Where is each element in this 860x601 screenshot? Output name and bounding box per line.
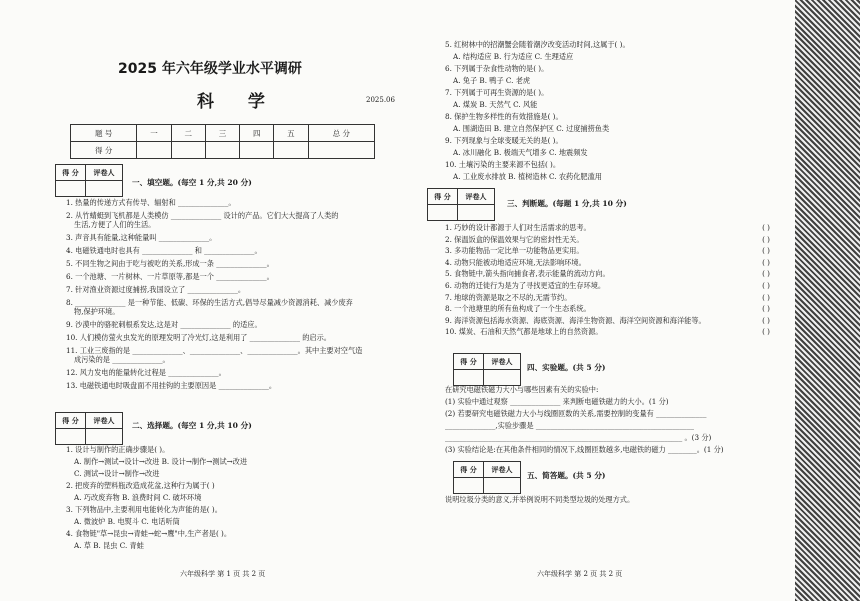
experiment-block bbox=[445, 385, 724, 454]
question-line: 8. 保护生物多样性的有效措施是( )。 bbox=[445, 112, 563, 121]
question-line: 5. 不同生物之间由于吃与被吃的关系,形成一条 ______________。 bbox=[66, 259, 274, 268]
answer-bracket[interactable]: ( ) bbox=[762, 315, 770, 325]
judge-row bbox=[445, 304, 770, 313]
judge-statement: 7. 地球的资源是取之不尽的,无需节约。 bbox=[445, 292, 572, 302]
answer-bracket[interactable]: ( ) bbox=[762, 304, 770, 314]
judge-row bbox=[445, 293, 770, 302]
choice-list bbox=[66, 445, 247, 550]
option-line: A. 兔子 B. 鸭子 C. 老虎 bbox=[453, 76, 531, 85]
choice-list-continued bbox=[445, 40, 630, 181]
judge-statement: 5. 食物链中,箭头指向捕食者,表示能量的流动方向。 bbox=[445, 269, 610, 279]
judge-statement: 10. 煤炭、石油和天然气都是地球上的自然资源。 bbox=[445, 327, 603, 337]
grader-label: 得 分 bbox=[454, 462, 484, 478]
grader-label: 评卷人 bbox=[85, 165, 122, 181]
subject-title: 科 学 bbox=[197, 92, 279, 112]
question-line: 10. 人们模仿萤火虫发光的原理发明了冷光灯,这是利用了 ______________ 的启示。 bbox=[66, 333, 331, 342]
grader-cell[interactable] bbox=[428, 205, 458, 221]
grader-label: 得 分 bbox=[56, 413, 86, 429]
answer-bracket[interactable]: ( ) bbox=[762, 223, 770, 232]
experiment-line: (2) 若要研究电磁铁磁力大小与线圈匝数的关系,需要控制的变量有 ______________ bbox=[445, 409, 707, 418]
essay-question: 说明垃圾分类的意义,并举例说明不同类型垃圾的处理方式。 bbox=[445, 495, 635, 504]
judge-row bbox=[445, 223, 770, 232]
judge-row bbox=[445, 316, 770, 325]
option-line: A. 结构适应 B. 行为适应 C. 生理适应 bbox=[453, 52, 574, 61]
score-table bbox=[70, 124, 375, 159]
exam-title: 2025 年六年级学业水平调研 bbox=[118, 61, 302, 77]
grader-cell[interactable] bbox=[483, 478, 520, 494]
question-line: 10. 土壤污染的主要来源不包括( )。 bbox=[445, 160, 561, 169]
question-line: 6. 一个池塘、一片树林、一片草原等,都是一个 ______________。 bbox=[66, 272, 274, 281]
judge-statement: 1. 巧妙的设计都源于人们对生活需求的思考。 bbox=[445, 223, 591, 232]
question-line: 7. 针对渔业资源过度捕捞,我国设立了 ______________。 bbox=[66, 285, 246, 294]
option-line: A. 制作→测试→设计→改进 B. 设计→制作→测试→改进 bbox=[74, 457, 248, 466]
score-header-cell: 题 号 bbox=[71, 125, 137, 142]
question-line: 8. ______________ 是一种节能、低碳、环保的生活方式,倡导尽量减少资源消耗、减少废弃 bbox=[66, 298, 353, 307]
question-line: 2. 从竹蜻蜓到飞机都是人类模仿 ______________ 设计的产品。它们大大提高了人类的 bbox=[66, 211, 339, 220]
experiment-line: __________________________________________________________________ 。(3 分) bbox=[445, 433, 712, 442]
grader-box-1 bbox=[55, 164, 123, 197]
question-line: 7. 下列属于可再生资源的是( )。 bbox=[445, 88, 549, 97]
grader-label: 评卷人 bbox=[483, 354, 520, 370]
judge-row bbox=[445, 235, 770, 244]
option-line: A. 微波炉 B. 电熨斗 C. 电话听筒 bbox=[74, 517, 180, 526]
score-cell[interactable] bbox=[205, 142, 239, 159]
question-line: 5. 红树林中的招潮蟹会随着潮汐改变活动时间,这属于( )。 bbox=[445, 40, 630, 49]
score-header-cell: 四 bbox=[240, 125, 274, 142]
fill-blank-list bbox=[66, 198, 362, 390]
score-row-label: 得 分 bbox=[71, 142, 137, 159]
grader-label: 评卷人 bbox=[85, 413, 122, 429]
question-line: 1. 设计与制作的正确步骤是( )。 bbox=[66, 445, 170, 454]
option-line: A. 围湖造田 B. 建立自然保护区 C. 过度捕捞鱼类 bbox=[453, 124, 610, 133]
experiment-line: (3) 实验结论是:在其他条件相同的情况下,线圈匝数越多,电磁铁的磁力 ________。(1 分) bbox=[445, 445, 724, 454]
judge-list bbox=[445, 223, 770, 336]
option-line: A. 巧改废弃物 B. 浪费时间 C. 破坏环境 bbox=[74, 493, 202, 502]
section-3-title: 三、判断题。(每题 1 分,共 10 分) bbox=[507, 199, 627, 208]
grader-box-2 bbox=[55, 412, 123, 445]
question-line: 成污染的是 ______________。 bbox=[74, 355, 170, 364]
score-cell[interactable] bbox=[308, 142, 374, 159]
option-line: A. 冰川融化 B. 极端天气增多 C. 地震频发 bbox=[453, 148, 588, 157]
score-header-cell: 五 bbox=[274, 125, 308, 142]
answer-bracket[interactable]: ( ) bbox=[762, 234, 770, 244]
answer-bracket[interactable]: ( ) bbox=[762, 280, 770, 290]
question-line: 13. 电磁铁通电时吸盘面不用挂钩的主要原因是 ______________。 bbox=[66, 381, 277, 390]
judge-row bbox=[445, 269, 770, 278]
grader-label: 得 分 bbox=[454, 354, 484, 370]
option-line: C. 测试→设计→制作→改进 bbox=[74, 469, 160, 478]
question-line: 9. 沙漠中的骆驼刺根系发达,这是对 ______________ 的适应。 bbox=[66, 320, 262, 329]
question-line: 12. 风力发电的能量转化过程是 ______________。 bbox=[66, 368, 226, 377]
answer-bracket[interactable]: ( ) bbox=[762, 327, 770, 337]
judge-row bbox=[445, 258, 770, 267]
judge-row bbox=[445, 246, 770, 255]
score-header-cell: 二 bbox=[171, 125, 205, 142]
score-header-cell: 三 bbox=[205, 125, 239, 142]
judge-row bbox=[445, 281, 770, 290]
experiment-line: (1) 实验中通过观察 ______________ 来判断电磁铁磁力的大小。(1 分) bbox=[445, 397, 669, 406]
question-line: 3. 声音具有能量,这种能量叫 ______________。 bbox=[66, 233, 217, 242]
answer-bracket[interactable]: ( ) bbox=[762, 246, 770, 256]
grader-label: 评卷人 bbox=[483, 462, 520, 478]
grader-box-5 bbox=[453, 461, 521, 494]
grader-cell[interactable] bbox=[56, 429, 86, 445]
experiment-intro: 在研究电磁铁磁力大小与哪些因素有关的实验中: bbox=[445, 385, 599, 394]
question-line: 6. 下列属于杂食性动物的是( )。 bbox=[445, 64, 549, 73]
exam-page-2 bbox=[425, 0, 795, 601]
grader-cell[interactable] bbox=[454, 370, 484, 386]
judge-statement: 2. 保温饭盒的保温效果与它的密封性无关。 bbox=[445, 234, 584, 244]
question-line: 4. 电磁铁通电时也具有 ______________ 和 ______________。 bbox=[66, 246, 262, 255]
grader-cell[interactable] bbox=[85, 429, 122, 445]
judge-row bbox=[445, 327, 770, 336]
question-line: 生活,方便了人们的生活。 bbox=[74, 220, 156, 229]
score-cell[interactable] bbox=[274, 142, 308, 159]
option-line: A. 煤炭 B. 天然气 C. 风能 bbox=[453, 100, 538, 109]
section-4-title: 四、实验题。(共 5 分) bbox=[527, 363, 606, 372]
answer-bracket[interactable]: ( ) bbox=[762, 292, 770, 302]
score-cell[interactable] bbox=[171, 142, 205, 159]
exam-page-1 bbox=[0, 0, 425, 601]
question-line: 物,保护环境。 bbox=[74, 307, 120, 316]
question-line: 3. 下列物品中,主要利用电能转化为声能的是( )。 bbox=[66, 505, 222, 514]
score-cell[interactable] bbox=[240, 142, 274, 159]
score-header-cell: 总 分 bbox=[308, 125, 374, 142]
judge-statement: 8. 一个池塘里的所有鱼构成了一个生态系统。 bbox=[445, 304, 591, 314]
exam-date: 2025.06 bbox=[366, 96, 395, 104]
option-line: A. 工业废水排放 B. 植树造林 C. 农药化肥滥用 bbox=[453, 172, 602, 181]
judge-statement: 6. 动物的迁徙行为是为了寻找更适宜的生存环境。 bbox=[445, 280, 606, 290]
grader-cell[interactable] bbox=[454, 478, 484, 494]
experiment-line: ______________,实验步骤是 ____________________________________________ bbox=[445, 421, 694, 430]
grader-label: 评卷人 bbox=[457, 189, 494, 205]
grader-cell[interactable] bbox=[483, 370, 520, 386]
answer-bracket[interactable]: ( ) bbox=[762, 269, 770, 279]
grader-label: 得 分 bbox=[428, 189, 458, 205]
question-line: 11. 工业三废指的是 ______________、______________、______________。其中主要对空气造 bbox=[66, 346, 363, 355]
grader-box-3 bbox=[427, 188, 495, 221]
judge-statement: 3. 多功能物品一定比单一功能物品更实用。 bbox=[445, 246, 584, 256]
question-line: 9. 下列现象与全球变暖无关的是( )。 bbox=[445, 136, 563, 145]
option-line: A. 草 B. 昆虫 C. 青蛙 bbox=[74, 541, 144, 550]
page-footer: 六年级科学 第 2 页 共 2 页 bbox=[537, 570, 623, 578]
answer-bracket[interactable]: ( ) bbox=[762, 257, 770, 267]
score-header-cell: 一 bbox=[137, 125, 171, 142]
section-5-title: 五、简答题。(共 5 分) bbox=[527, 471, 606, 480]
grader-cell[interactable] bbox=[457, 205, 494, 221]
page-footer: 六年级科学 第 1 页 共 2 页 bbox=[180, 570, 266, 578]
scan-noise-strip bbox=[795, 0, 860, 601]
question-line: 4. 食物链"草→昆虫→青蛙→蛇→鹰"中,生产者是( )。 bbox=[66, 529, 232, 538]
grader-box-4 bbox=[453, 353, 521, 386]
section-1-title: 一、填空题。(每空 1 分,共 20 分) bbox=[132, 178, 252, 187]
score-cell[interactable] bbox=[137, 142, 171, 159]
grader-label: 得 分 bbox=[56, 165, 86, 181]
grader-cell[interactable] bbox=[85, 181, 122, 197]
question-line: 1. 热量的传递方式有传导、辐射和 ______________。 bbox=[66, 198, 236, 207]
question-line: 2. 把废弃的塑料瓶改造成花盆,这种行为属于( ) bbox=[66, 481, 215, 490]
grader-cell[interactable] bbox=[56, 181, 86, 197]
judge-statement: 9. 海洋资源包括海水资源、海底资源、海洋生物资源、海洋空间资源和海洋能等。 bbox=[445, 315, 706, 325]
judge-statement: 4. 动物只能被动地适应环境,无法影响环境。 bbox=[445, 257, 586, 267]
section-2-title: 二、选择题。(每空 1 分,共 10 分) bbox=[132, 421, 252, 430]
